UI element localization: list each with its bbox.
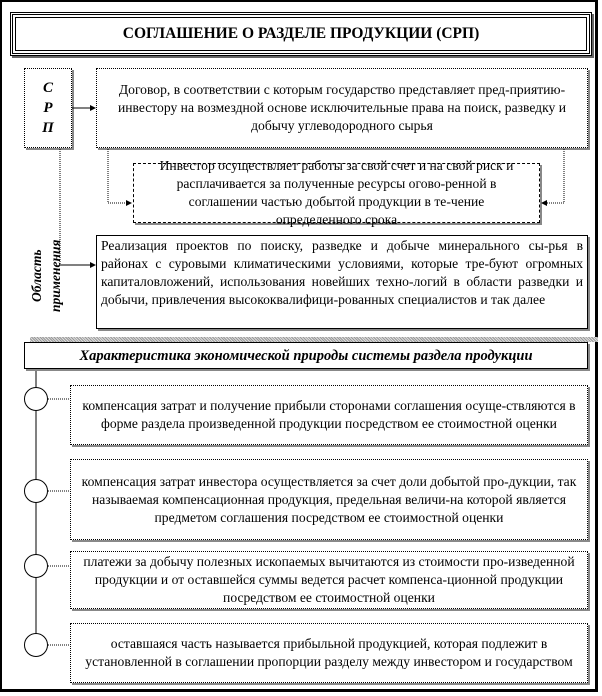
characteristic-item: компенсация затрат инвестора осуществляется за счет доли добытой про-дукции, так называемая компенсационная продукция, предельная величи-на которой является предметом соглашения посредством ее стоимостной оценки bbox=[70, 459, 588, 540]
characteristics-header: Характеристика экономической природы системы раздела продукции bbox=[24, 342, 588, 369]
scope-label bbox=[26, 226, 66, 326]
scope-box: Реализация проектов по поиску, разведке и добыче минерального сы-рья в районах с суровыми климатическими условиями, которые тре-буют огромных капиталовложений, использования новейших техно-логий в области разведки и добычи, привлечения высококвалифици-рованных специалистов и так далее bbox=[96, 235, 588, 329]
characteristic-item: оставшаяся часть называется прибыльной продукцией, которая подлежит в установленной в соглашении пропорции разделу между инвестором и государством bbox=[70, 623, 588, 683]
srp-letter: П bbox=[42, 120, 54, 136]
scope-label-line1: Область bbox=[29, 249, 44, 303]
bullet-circle bbox=[24, 479, 48, 503]
bullet-circle bbox=[24, 554, 48, 578]
characteristic-item: платежи за добычу полезных ископаемых вычитаются из стоимости про-изведенной продукции и от оставшейся суммы ведется расчет компенса-ционной продукции посредством ее стоимостной оценки bbox=[70, 551, 588, 609]
srp-letter: С bbox=[42, 80, 53, 96]
characteristic-item: компенсация затрат и получение прибыли сторонами соглашения осуще-ствляются в форме раздела произведенной продукции посредством ее стоимостной оценки bbox=[70, 385, 588, 445]
definition-box: Договор, в соответствии с которым государство представляет пред-приятию-инвестору на возмездной основе исключительные права на поиск, разведку и добычу углеводородного сырья bbox=[96, 68, 588, 148]
bullet-circle bbox=[24, 633, 48, 657]
diagram-title: СОГЛАШЕНИЕ О РАЗДЕЛЕ ПРОДУКЦИИ (СРП) bbox=[10, 12, 592, 56]
investor-note-box: Инвестор осуществляет работы за свой счет и на свой риск и расплачивается за полученные ресурсы огово-ренной в соглашении частью добытой продукции в те-чение определенного срока bbox=[133, 163, 540, 223]
srp-letter: Р bbox=[43, 100, 53, 116]
srp-abbreviation-box bbox=[24, 68, 72, 148]
scope-label-line2: применения bbox=[48, 239, 63, 313]
bullet-circle bbox=[24, 387, 48, 411]
